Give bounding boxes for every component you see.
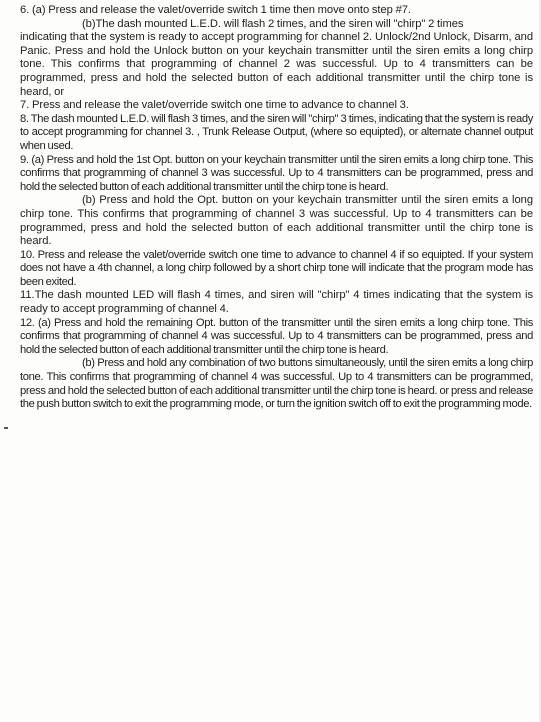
step-12b: (b) Press and hold any combination of two buttons simultaneously, until the siren emits a long chirp tone. This confirms that programming of channel 4 was successful. Up to 4 transmitters can be programmed, press and hold the selected button of each additional transmitter until the chirp tone is heard. or press and release the push button switch to exit the programming mode, or turn the ignition switch off to exit the programming mode. xyxy=(20,357,533,411)
step-11: 11.The dash mounted LED will flash 4 times, and siren will "chirp" 4 times indicating that the system is ready to accept programming of channel 4. xyxy=(20,289,533,316)
step-7: 7. Press and release the valet/override switch one time to advance to channel 3. xyxy=(20,99,409,112)
scan-artifact xyxy=(4,427,8,429)
step-6b: (b)The dash mounted L.E.D. will flash 2 times, and the siren will "chirp" 2 times xyxy=(82,17,464,30)
step-9a: 9. (a) Press and hold the 1st Opt. button on your keychain transmitter until the siren emits a long chirp tone. This confirms that programming of channel 3 was successful. Up to 4 transmitters can be programmed, press and hold the selected button of each additional transmitter until the chirp tone is heard. xyxy=(20,153,533,193)
step-6b-continued: indicating that the system is ready to accept programming for channel 2. Unlock/2nd Unlock, Disarm, and Panic. Press and hold the Unlock button on your keychain transmitter until the siren emits a long chirp tone. This confirms that programming of channel 2 was successful. Up to 4 transmitters can be programmed, press and hold the selected button of each additional transmitter until the chirp tone is heard, or xyxy=(20,31,533,98)
step-8: 8. The dash mounted L.E.D. will flash 3 times, and the siren will "chirp" 3 times, indicating that the system is ready to accept programming for channel 3. , Trunk Release Output, (where so equipted), or alternate channel output when used. xyxy=(20,112,533,152)
step-6a: 6. (a) Press and release the valet/override switch 1 time then move onto step #7. xyxy=(20,4,411,16)
step-9b: (b) Press and hold the Opt. button on your keychain transmitter until the siren emits a long chirp tone. This confirms that programming of channel 3 was successful. Up to 4 transmitters can be programmed, press and hold the selected button of each additional transmitter until the chirp tone is heard. xyxy=(20,194,533,248)
step-12a: 12. (a) Press and hold the remaining Opt. button of the transmitter until the siren emits a long chirp tone. This confirms that programming of channel 4 was successful. Up to 4 transmitters can be programmed, press and hold the selected button of each additional transmitter until the chirp tone is heard. xyxy=(20,316,533,356)
step-10: 10. Press and release the valet/override switch one time to advance to channel 4 if so equipted. If your system does not have a 4th channel, a long chirp followed by a short chirp tone will indicate that the program mode has been exited. xyxy=(20,248,533,288)
